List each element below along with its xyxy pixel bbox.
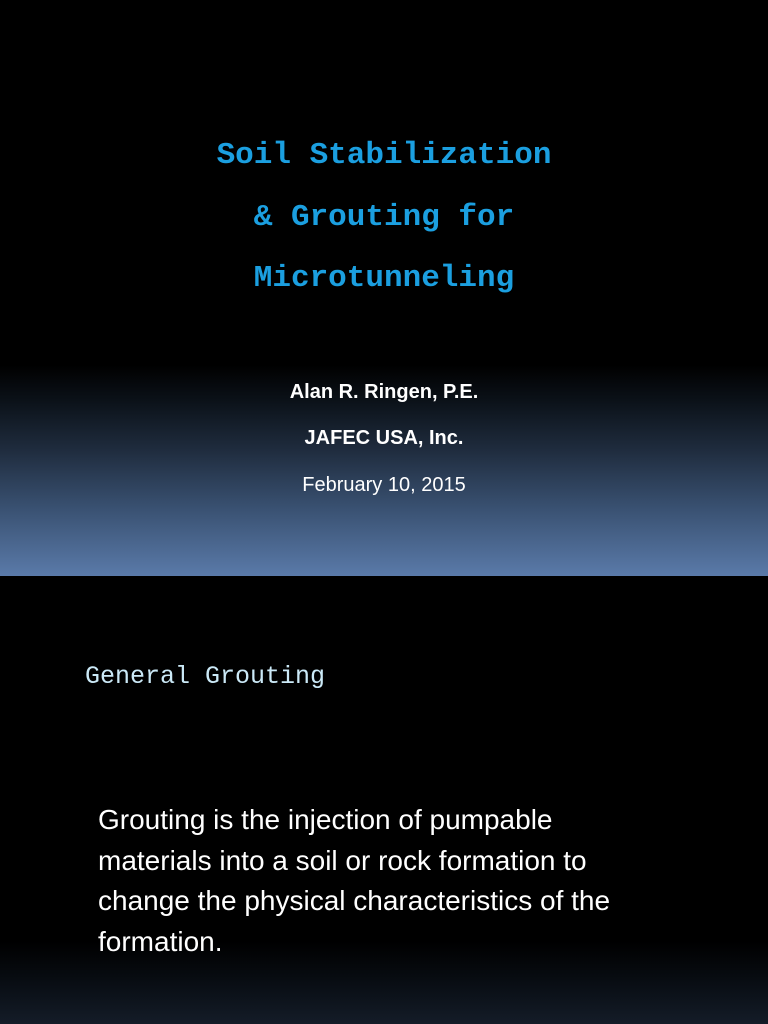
organization-name: JAFEC USA, Inc. — [304, 427, 464, 449]
body-line: change the physical characteristics of the — [98, 885, 611, 916]
body-line: materials into a soil or rock formation to — [98, 844, 587, 876]
slide-title-line-2: & Grouting for — [253, 200, 515, 235]
body-line: formation. — [98, 925, 223, 957]
author-name: Alan R. Ringen, P.E. — [289, 381, 479, 403]
slide-title-line-1: Soil Stabilization — [216, 138, 552, 173]
content-slide — [0, 576, 768, 1024]
slide-body-text — [98, 800, 758, 962]
slide-heading: General Grouting — [85, 662, 326, 691]
presentation-date: February 10, 2015 — [302, 474, 466, 496]
slide-title-line-3: Microtunneling — [253, 261, 515, 296]
body-line: Grouting is the injection of pumpable — [98, 804, 553, 835]
